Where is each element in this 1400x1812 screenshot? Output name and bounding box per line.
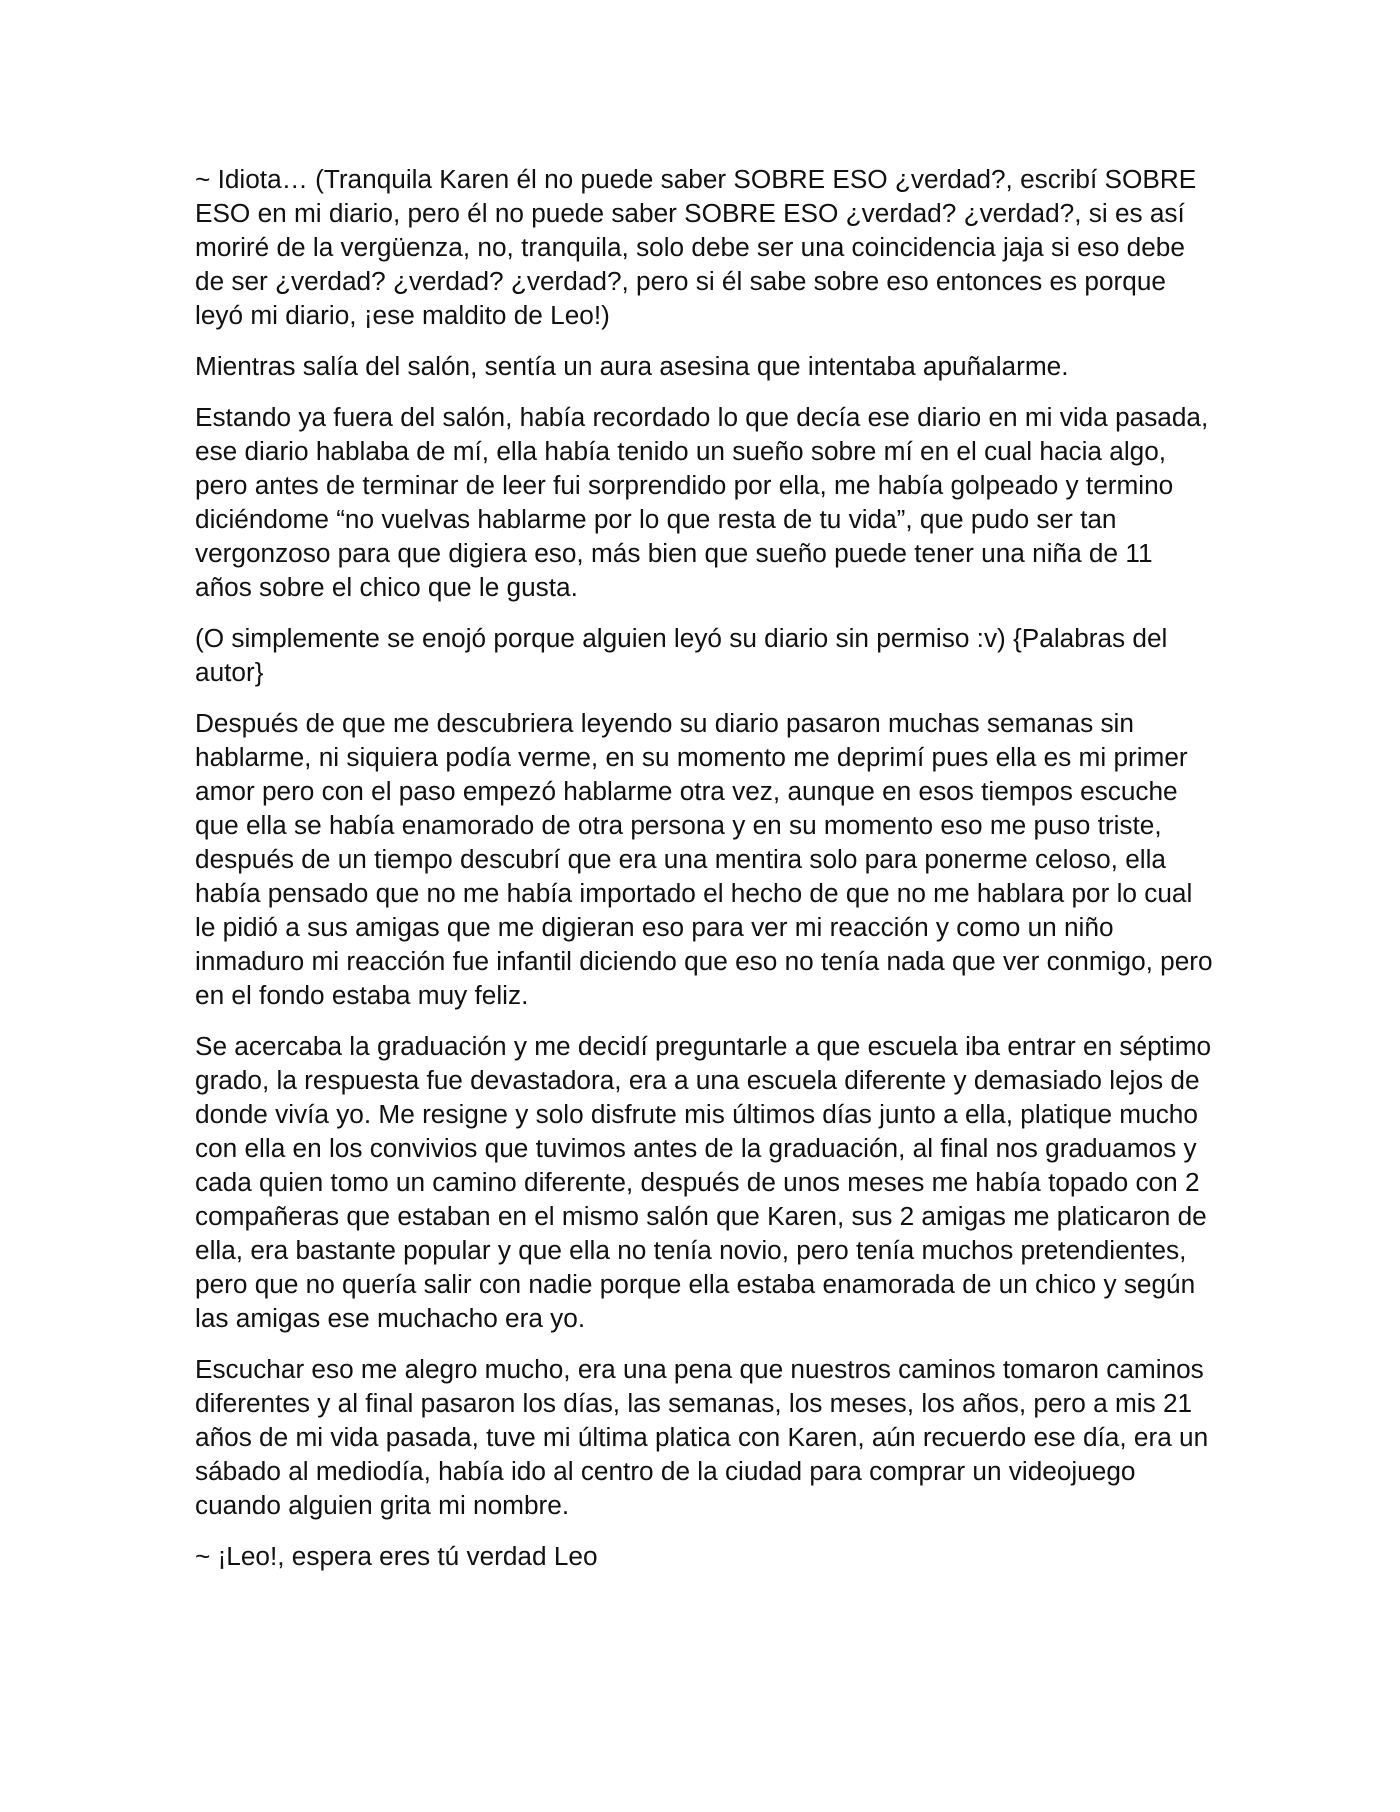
paragraph-7: Escuchar eso me alegro mucho, era una pena que nuestros caminos tomaron caminos diferentes y al final pasaron los días, las semanas, los meses, los años, pero a mis 21 años de mi vida pasada, tuve mi última platica con Karen, aún recuerdo ese día, era un sábado al mediodía, había ido al centro de la ciudad para comprar un videojuego cuando alguien grita mi nombre.	[195, 1354, 1209, 1520]
paragraph-4: (O simplemente se enojó porque alguien leyó su diario sin permiso :v) {Palabras del autor}	[195, 623, 1168, 687]
paragraph-2: Mientras salía del salón, sentía un aura asesina que intentaba apuñalarme.	[195, 351, 1069, 381]
paragraph-6: Se acercaba la graduación y me decidí preguntarle a que escuela iba entrar en séptimo grado, la respuesta fue devastadora, era a una escuela diferente y demasiado lejos de donde vivía yo. Me resigne y solo disfrute mis últimos días junto a ella, platique mucho con ella en los convivios que tuvimos antes de la graduación, al final nos graduamos y cada quien tomo un camino diferente, después de unos meses me había topado con 2 compañeras que estaban en el mismo salón que Karen, sus 2 amigas me platicaron de ella, era bastante popular y que ella no tenía novio, pero tenía muchos pretendientes, pero que no quería salir con nadie porque ella estaba enamorada de un chico y según las amigas ese muchacho era yo.	[195, 1031, 1212, 1333]
paragraph-3: Estando ya fuera del salón, había recordado lo que decía ese diario en mi vida pasada, ese diario hablaba de mí, ella había tenido un sueño sobre mí en el cual hacia algo, pero antes de terminar de leer fui sorprendido por ella, me había golpeado y termino diciéndome “no vuelvas hablarme por lo que resta de tu vida”, que pudo ser tan vergonzoso para que digiera eso, más bien que sueño puede tener una niña de 11 años sobre el chico que le gusta.	[195, 402, 1209, 602]
paragraph-5: Después de que me descubriera leyendo su diario pasaron muchas semanas sin hablarme, ni siquiera podía verme, en su momento me deprimí pues ella es mi primer amor pero con el paso empezó hablarme otra vez, aunque en esos tiempos escuche que ella se había enamorado de otra persona y en su momento eso me puso triste, después de un tiempo descubrí que era una mentira solo para ponerme celoso, ella había pensado que no me había importado el hecho de que no me hablara por lo cual le pidió a sus amigas que me digieran eso para ver mi reacción y como un niño inmaduro mi reacción fue infantil diciendo que eso no tenía nada que ver conmigo, pero en el fondo estaba muy feliz.	[195, 708, 1213, 1010]
paragraph-8: ~ ¡Leo!, espera eres tú verdad Leo	[195, 1541, 598, 1571]
paragraph-1: ~ Idiota… (Tranquila Karen él no puede saber SOBRE ESO ¿verdad?, escribí SOBRE ESO en mi diario, pero él no puede saber SOBRE ESO ¿verdad? ¿verdad?, si es así moriré de la vergüenza, no, tranquila, solo debe ser una coincidencia jaja si eso debe de ser ¿verdad? ¿verdad? ¿verdad?, pero si él sabe sobre eso entonces es porque leyó mi diario, ¡ese maldito de Leo!)	[195, 164, 1197, 330]
document-body	[195, 162, 1215, 1590]
